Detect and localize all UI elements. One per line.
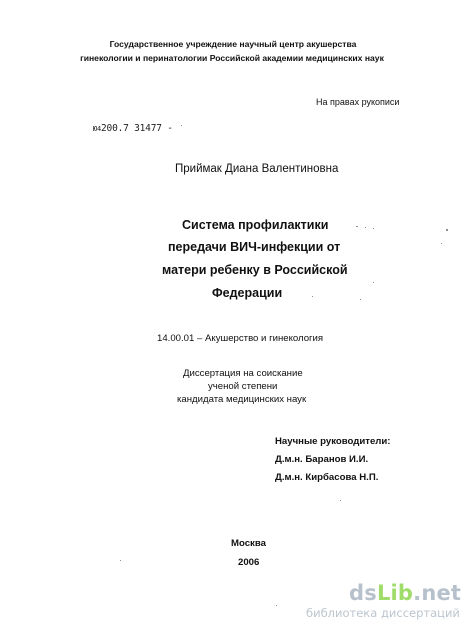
watermark-brand-part-1: ds [349,581,377,605]
watermark-subtitle: библиотека диссертаций [306,606,460,620]
registration-stamp [93,123,173,134]
year: 2006 [238,557,260,568]
watermark-brand-part-3: .net [413,581,461,605]
title-line-4: Федерации [212,286,283,300]
stamp-prefix: Ю4 [93,125,102,133]
rights-note: На правах рукописи [316,97,400,107]
supervisor-2: Д.м.н. Кирбасова Н.П. [275,472,379,483]
watermark-brand-part-2: Lib [376,581,414,605]
place: Москва [231,538,266,549]
stamp-number: 200.7 31477 - [101,123,173,134]
dissertation-line-1: Диссертация на соискание [183,368,303,379]
title-line-3: матери ребенку в Российской [162,263,348,277]
institution-line-1: Государственное учреждение научный центр акушерства [109,39,357,49]
title-line-2: передачи ВИЧ-инфекции от [168,240,341,254]
title-line-1: Система профилактики [182,218,329,232]
supervisor-1: Д.м.н. Баранов И.И. [275,454,369,465]
watermark-brand [349,581,461,605]
institution-line-2: гинекологии и перинатологии Российской академии медицинских наук [80,53,384,63]
supervisors-heading: Научные руководители: [275,436,391,447]
dissertation-line-3: кандидата медицинских наук [177,394,307,405]
author-name: Приймак Диана Валентиновна [175,163,339,175]
specialty: 14.00.01 – Акушерство и гинекология [157,333,324,344]
dissertation-line-2: ученой степени [208,381,278,392]
